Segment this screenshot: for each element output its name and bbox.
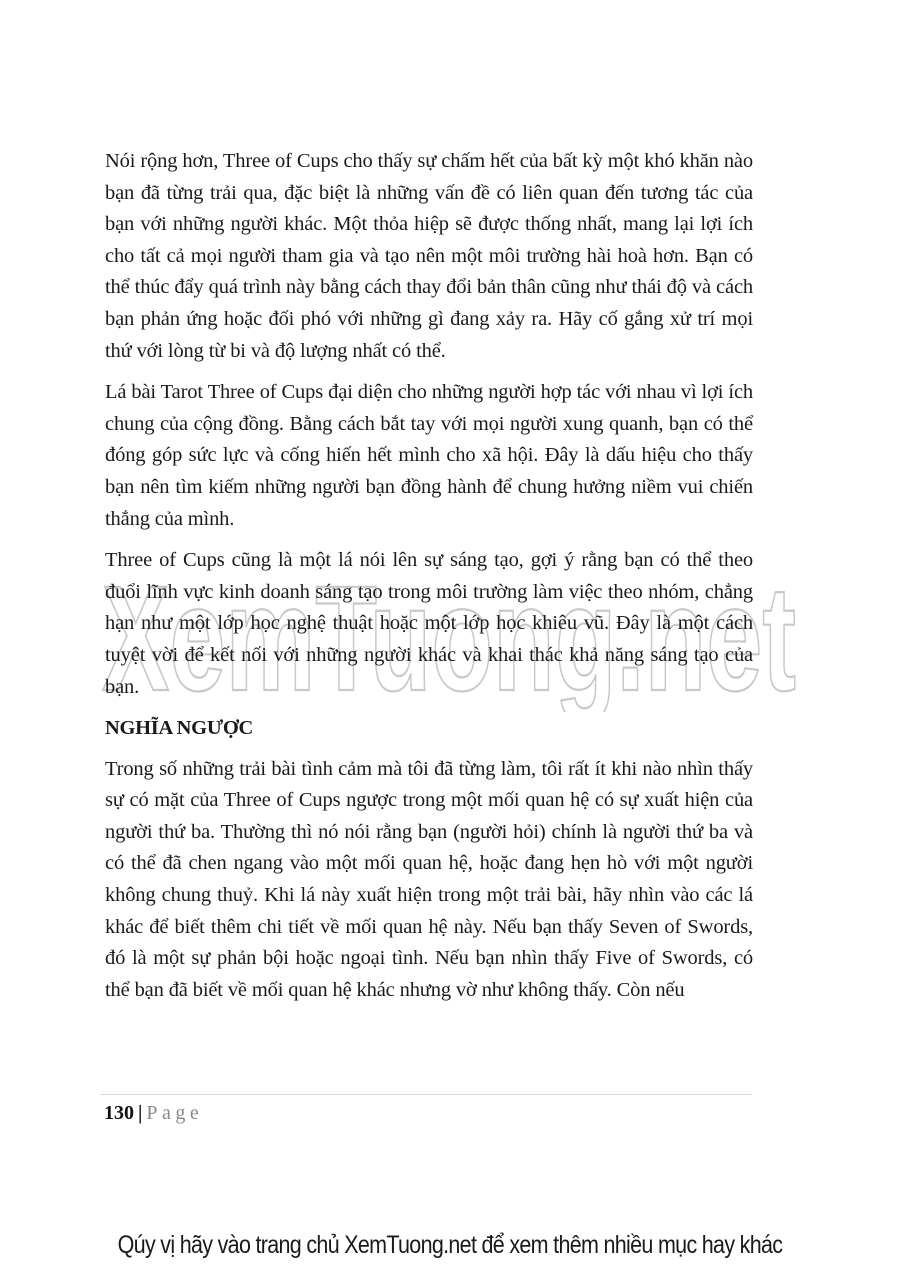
footer-divider	[100, 1094, 752, 1095]
paragraph-2: Lá bài Tarot Three of Cups đại diện cho những người hợp tác với nhau vì lợi ích chung của cộng đồng. Bằng cách bắt tay với mọi người xung quanh, bạn có thể đóng góp sức lực và cống hiến hết mình cho xã hội. Đây là dấu hiệu cho thấy bạn nên tìm kiếm những người bạn đồng hành để chung hưởng niềm vui chiến thắng của mình.	[105, 381, 753, 530]
page-label: Page	[146, 1102, 204, 1124]
footer-separator: |	[138, 1102, 143, 1124]
page-body	[105, 146, 753, 1016]
paragraph-1: Nói rộng hơn, Three of Cups cho thấy sự chấm hết của bất kỳ một khó khăn nào bạn đã từng trải qua, đặc biệt là những vấn đề có liên quan đến tương tác của bạn với những người khác. Một thỏa hiệp sẽ được thống nhất, mang lại lợi ích cho tất cả mọi người tham gia và tạo nên một môi trường hài hoà hơn. Bạn có thể thúc đẩy quá trình này bằng cách thay đổi bản thân cũng như thái độ và cách bạn phản ứng hoặc đối phó với những gì đang xảy ra. Hãy cố gắng xử trí mọi thứ với lòng từ bi và độ lượng nhất có thể.	[105, 150, 753, 362]
paragraph-3: Three of Cups cũng là một lá nói lên sự sáng tạo, gợi ý rằng bạn có thể theo đuổi lĩnh vực kinh doanh sáng tạo trong môi trường làm việc theo nhóm, chẳng hạn như một lớp học nghệ thuật hoặc một lớp học khiêu vũ. Đây là một cách tuyệt vời để kết nối với những người khác và khai thác khả năng sáng tạo của bạn.	[105, 549, 753, 698]
paragraph-4: Trong số những trải bài tình cảm mà tôi đã từng làm, tôi rất ít khi nào nhìn thấy sự có mặt của Three of Cups ngược trong một mối quan hệ có sự xuất hiện của người thứ ba. Thường thì nó nói rằng bạn (người hỏi) chính là người thứ ba và có thể đã chen ngang vào một mối quan hệ, hoặc đang hẹn hò với một người không chung thuỷ. Khi lá này xuất hiện trong một trải bài, hãy nhìn vào các lá khác để biết thêm chi tiết về mối quan hệ này. Nếu bạn thấy Seven of Swords, đó là một sự phản bội hoặc ngoại tình. Nếu bạn nhìn thấy Five of Swords, có thể bạn đã biết về mối quan hệ khác nhưng vờ như không thấy. Còn nếu	[105, 757, 753, 1001]
watermark-text: XemTuong.net	[102, 562, 796, 712]
site-promo-banner: Qúy vị hãy vào trang chủ XemTuong.net để xem thêm nhiều mục hay khác	[117, 1231, 783, 1259]
section-heading: NGHĨA NGƯỢC	[105, 717, 253, 740]
page-number: 130	[104, 1102, 134, 1124]
page-footer	[104, 1099, 203, 1127]
